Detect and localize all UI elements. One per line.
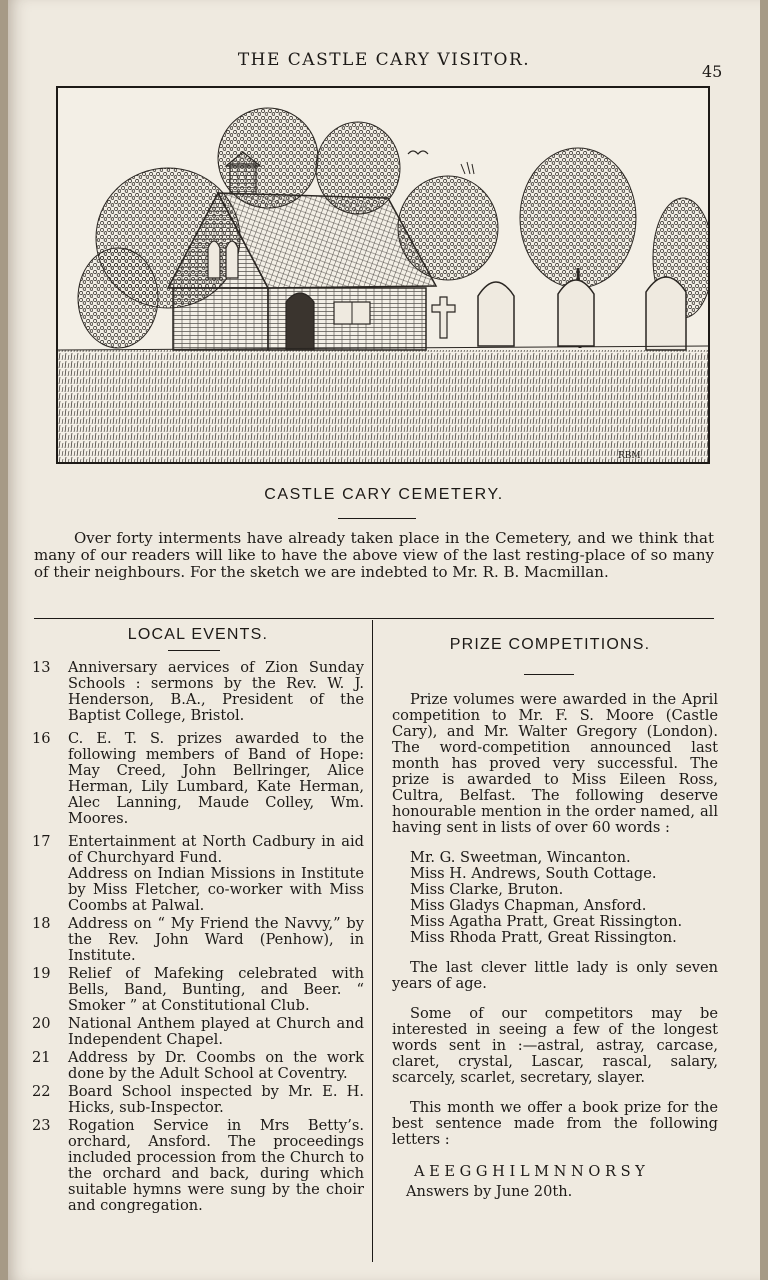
honourable-mentions-list (392, 850, 718, 946)
event-day: 20 (32, 1015, 51, 1032)
event-text: National Anthem played at Church and Independent Chapel. (68, 1015, 364, 1048)
magazine-page (8, 0, 760, 1280)
event-item (28, 731, 364, 827)
event-text: Rogation Service in Mrs Betty’s. orchard, Ansford. The proceedings included procession from the Church to the orchard and back, during which suitable hymns were sung by the choir and congregation. (68, 1117, 364, 1214)
headstones (432, 277, 686, 350)
cemetery-illustration (56, 86, 710, 464)
event-day: 21 (32, 1049, 51, 1066)
event-day: 18 (32, 915, 51, 932)
artist-signature: RBM (618, 451, 641, 461)
prize-competitions-heading: PRIZE COMPETITIONS. (449, 636, 651, 653)
event-day: 23 (32, 1117, 51, 1134)
cemetery-engraving (58, 88, 708, 462)
event-item (28, 834, 364, 914)
puzzle-letters: AEEGGHILMNNORSY (414, 1163, 650, 1180)
caption-paragraph: Over forty interments have already taken place in the Cemetery, and we think that many of our readers will like to have the above view of the last resting-place of so many of their neighbours. For the sketch we are indebted to Mr. R. B. Macmillan. (34, 529, 714, 581)
event-text: Anniversary aervices of Zion Sunday Schools : sermons by the Rev. W. J. Henderson, B.A., President of the Baptist College, Bristol. (68, 659, 364, 724)
local-events-heading: LOCAL EVENTS. (127, 626, 269, 643)
prize-offer: This month we offer a book prize for the best sentence made from the following letters : (392, 1099, 718, 1148)
event-item (28, 660, 364, 724)
event-text: Entertainment at North Cadbury in aid of Churchyard Fund. (68, 833, 364, 866)
event-text: Address by Dr. Coombs on the work done by the Adult School at Coventry. (68, 1049, 364, 1082)
meadow (58, 350, 708, 462)
prize-competitions-column (392, 692, 718, 1200)
age-note: The last clever little lady is only seven years of age. (392, 959, 718, 992)
local-events-list (28, 660, 364, 1214)
answer-deadline: Answers by June 20th. (406, 1183, 573, 1200)
event-item (28, 966, 364, 1014)
event-item (28, 916, 364, 964)
event-day: 16 (32, 730, 51, 747)
prize-competitions-rule (524, 674, 574, 675)
honourable-mention: Miss Agatha Pratt, Great Rissington. (410, 913, 683, 930)
prize-intro: Prize volumes were awarded in the April competition to Mr. F. S. Moore (Castle Cary), and Mr. Walter Gregory (London). The word-competition announced last month has proved very successful. The prize is awarded to Miss Eileen Ross, Cultra, Belfast. The following deserve honourable mention in the order named, all having sent in lists of over 60 words : (392, 691, 718, 836)
event-day: 19 (32, 965, 51, 982)
running-title: THE CASTLE CARY VISITOR. (237, 50, 531, 70)
honourable-mention: Miss Rhoda Pratt, Great Rissington. (410, 929, 677, 946)
event-item (28, 1118, 364, 1214)
local-events-rule (168, 650, 220, 651)
honourable-mention: Mr. G. Sweetman, Wincanton. (410, 849, 631, 866)
event-day: 17 (32, 833, 51, 850)
event-item (28, 1016, 364, 1048)
honourable-mention: Miss Gladys Chapman, Ansford. (410, 897, 647, 914)
page-number: 45 (702, 62, 723, 81)
event-item (28, 1050, 364, 1082)
event-day: 22 (32, 1083, 51, 1100)
event-text: C. E. T. S. prizes awarded to the following members of Band of Hope: May Creed, John Bellringer, Alice Herman, Lily Lumbard, Kate Herman, Alec Lanning, Maude Colley, Wm. Moores. (68, 730, 364, 827)
caption-rule (338, 518, 416, 519)
honourable-mention: Miss H. Andrews, South Cottage. (410, 865, 657, 882)
event-item (28, 1084, 364, 1116)
honourable-mention: Miss Clarke, Bruton. (410, 881, 564, 898)
event-text: Address on “ My Friend the Navvy,” by the Rev. John Ward (Penhow), in Institute. (68, 915, 364, 964)
caption-title: CASTLE CARY CEMETERY. (264, 486, 504, 503)
section-rule (34, 618, 714, 619)
longest-words: Some of our competitors may be interested in seeing a few of the longest words sent in :—astral, astray, carcase, claret, crystal, Lascar, rascal, salary, scarcely, scarlet, secretary, slayer. (392, 1005, 718, 1086)
event-text: Board School inspected by Mr. E. H. Hicks, sub-Inspector. (68, 1083, 364, 1116)
event-text-continued: Address on Indian Missions in Institute by Miss Fletcher, co-worker with Miss Coombs at Palwal. (68, 865, 364, 914)
event-day: 13 (32, 659, 51, 676)
column-divider (372, 620, 373, 1262)
event-text: Relief of Mafeking celebrated with Bells, Band, Bunting, and Beer. “ Smoker ” at Constitutional Club. (68, 965, 364, 1014)
